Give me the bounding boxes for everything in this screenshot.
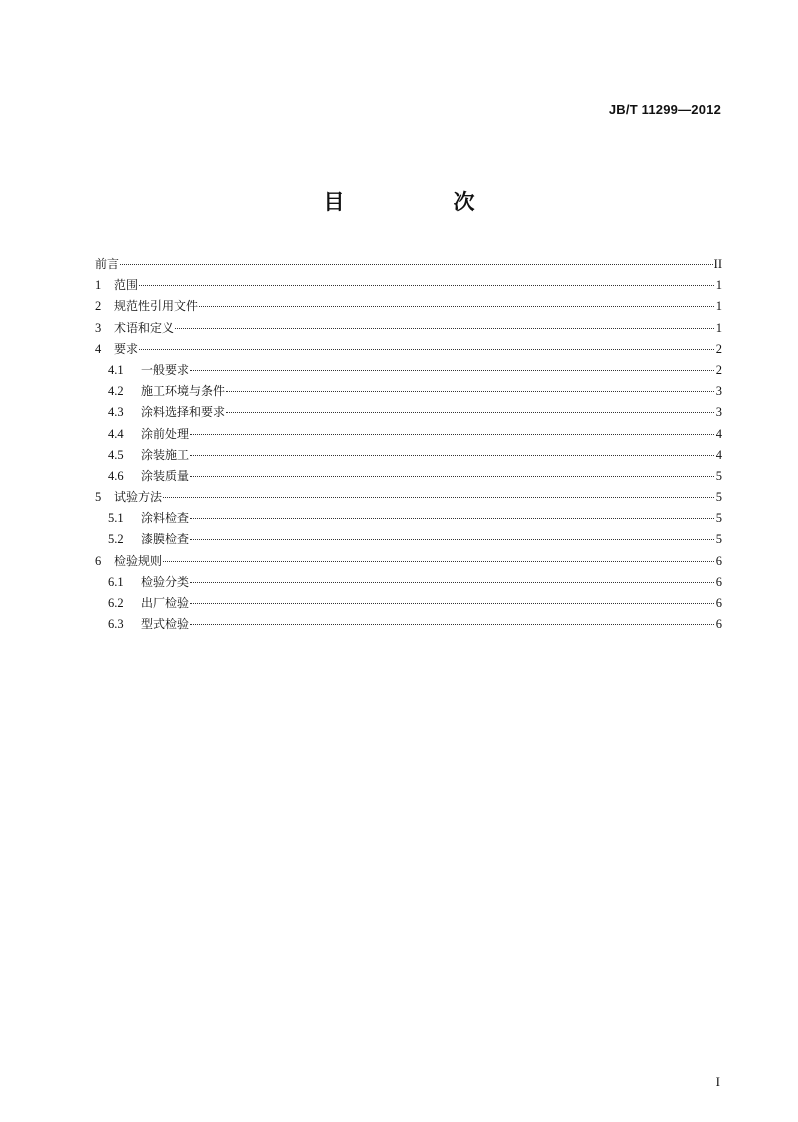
toc-entry-number: 5.2 [108,532,124,547]
toc-entry[interactable] [95,508,722,529]
dot-leader [226,391,714,392]
toc-entry[interactable] [95,466,722,487]
toc-entry[interactable] [95,360,722,381]
toc-entry[interactable] [95,339,722,360]
toc-entry-number: 1 [95,278,102,293]
toc-entry-label: 出厂检验 [141,596,190,610]
toc-entry[interactable] [95,402,722,423]
toc-entry-label: 漆膜检查 [141,532,190,547]
dot-leader [190,434,714,435]
toc-entry-number: 4 [95,341,102,356]
toc-entry[interactable] [95,487,722,508]
toc-entry-label: 涂料检查 [141,511,190,526]
toc-entry-label: 检验分类 [141,574,190,589]
toc-entry-page: 5 [715,532,722,547]
toc-entry-label: 涂装施工 [141,447,190,462]
toc-entry-page: 5 [715,468,722,483]
page-number: I [715,1074,720,1089]
toc-entry-page: 4 [715,447,722,462]
toc-entry-label: 涂前处理 [141,426,190,441]
toc-entry[interactable] [95,424,722,445]
toc-entry-number: 6.2 [108,596,124,610]
toc-entry-number: 4.4 [108,426,124,441]
dot-leader [190,476,714,477]
toc-entry[interactable] [95,254,722,275]
dot-leader [190,603,714,604]
toc-entry-label: 规范性引用文件 [114,299,199,314]
toc-entry-page: II [713,257,722,271]
toc-entry-number: 6 [95,553,102,568]
table-of-contents [95,254,722,635]
toc-entry-page: 3 [715,405,722,420]
dot-leader [190,539,714,540]
toc-entry-label: 范围 [114,278,139,293]
dot-leader [120,264,713,265]
toc-entry-number: 4.5 [108,447,124,462]
toc-entry-page: 2 [715,341,722,356]
toc-entry-label: 涂装质量 [141,468,190,483]
dot-leader [190,370,714,371]
dot-leader [190,624,714,625]
toc-entry-label: 试验方法 [114,490,163,505]
toc-entry[interactable] [95,572,722,593]
toc-entry-label: 术语和定义 [114,320,175,335]
dot-leader [226,412,714,413]
toc-entry-page: 6 [715,596,722,610]
toc-entry-label: 检验规则 [114,553,163,568]
toc-entry-page: 5 [715,490,722,505]
dot-leader [139,285,714,286]
toc-entry[interactable] [95,614,722,635]
toc-entry[interactable] [95,275,722,296]
toc-entry-number: 6.1 [108,574,124,589]
toc-entry[interactable] [95,381,722,402]
dot-leader [163,561,714,562]
toc-entry-page: 5 [715,511,722,526]
dot-leader [199,306,714,307]
toc-entry-number: 5.1 [108,511,124,526]
toc-entry[interactable] [95,593,722,614]
toc-entry-page: 1 [715,320,722,335]
toc-entry-page: 6 [715,574,722,589]
toc-entry-number: 4.6 [108,468,124,483]
toc-entry-number: 5 [95,490,102,505]
toc-entry-page: 3 [715,384,722,399]
standard-code: JB/T 11299—2012 [608,102,721,117]
toc-entry-number: 4.3 [108,405,124,420]
dot-leader [190,455,714,456]
dot-leader [190,582,714,583]
toc-entry[interactable] [95,445,722,466]
toc-entry-page: 4 [715,426,722,441]
toc-entry-label: 涂料选择和要求 [141,405,226,420]
toc-entry-number: 4.2 [108,384,124,399]
toc-entry[interactable] [95,296,722,317]
toc-entry-label: 一般要求 [141,362,190,377]
dot-leader [163,497,714,498]
toc-entry-page: 1 [715,278,722,293]
dot-leader [175,328,714,329]
page-title: 目 次 [323,190,519,214]
toc-entry-number: 2 [95,299,102,314]
toc-entry[interactable] [95,318,722,339]
dot-leader [190,518,714,519]
dot-leader [139,349,714,350]
toc-entry-label: 施工环境与条件 [141,384,226,399]
toc-entry-label: 要求 [114,341,139,356]
toc-entry-number: 4.1 [108,362,124,377]
toc-entry[interactable] [95,529,722,550]
toc-entry-page: 6 [715,553,722,568]
toc-entry-page: 1 [715,299,722,314]
toc-entry-page: 6 [715,617,722,632]
toc-entry-label: 前言 [95,257,120,271]
toc-entry-page: 2 [715,362,722,377]
toc-entry-label: 型式检验 [141,617,190,632]
toc-entry-number: 3 [95,320,102,335]
toc-entry[interactable] [95,551,722,572]
toc-entry-number: 6.3 [108,617,124,632]
